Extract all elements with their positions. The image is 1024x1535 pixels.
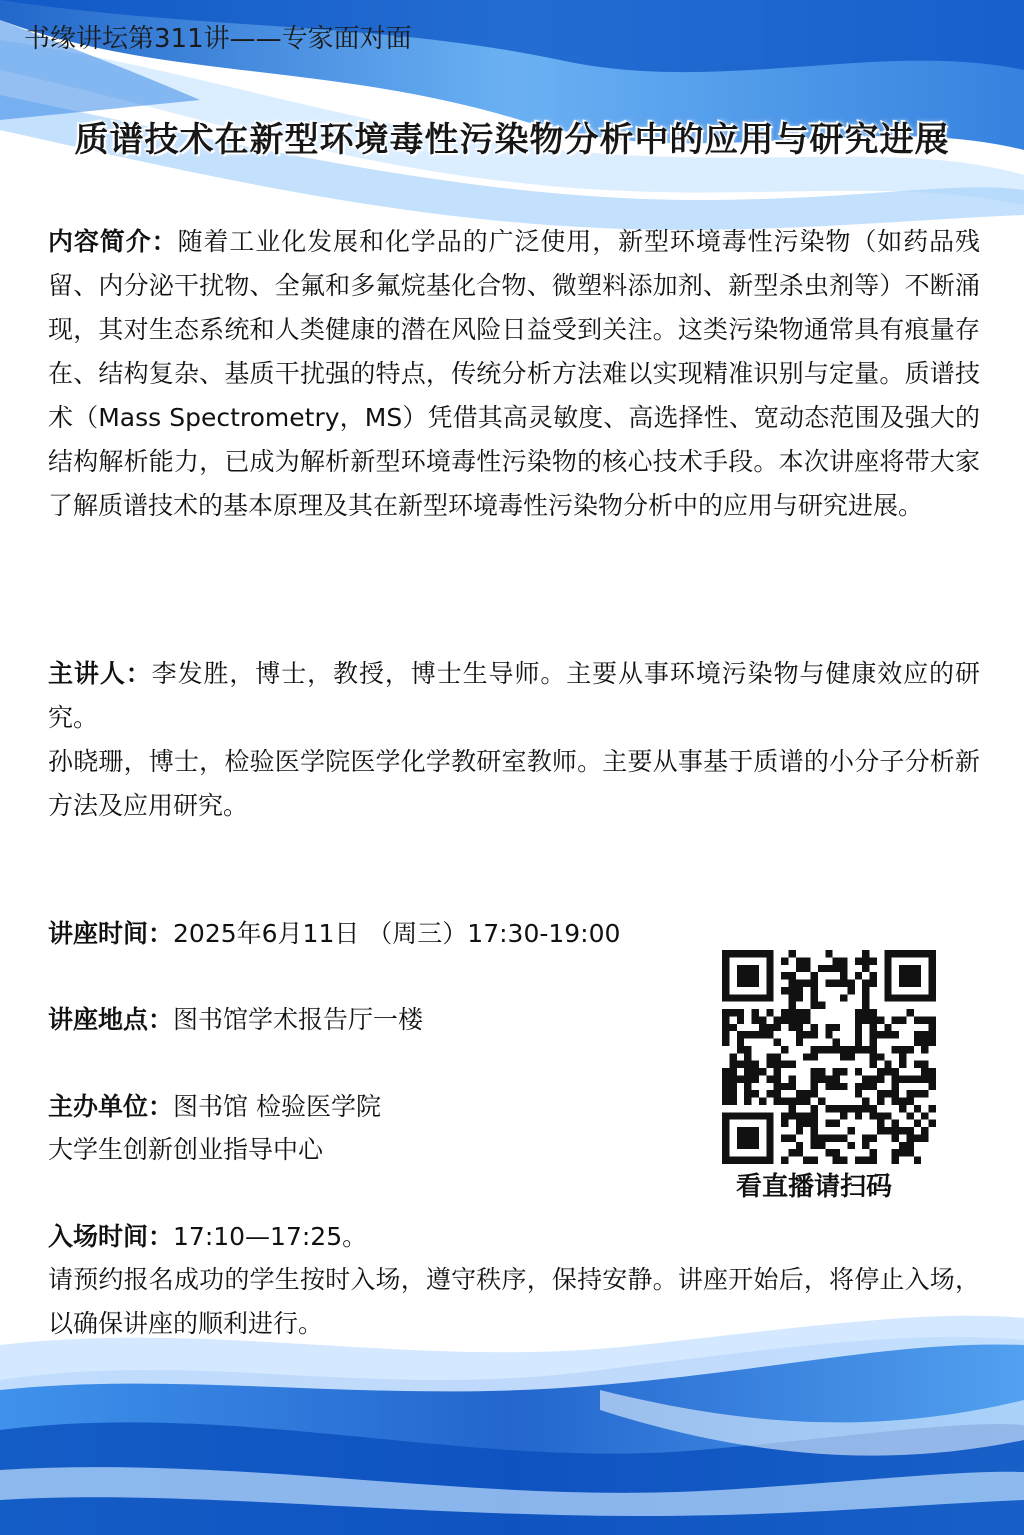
- time-value: 2025年6月11日 （周三）17:30-19:00: [173, 919, 621, 948]
- organizer-line2: 大学生创新创业指导中心: [48, 1135, 324, 1164]
- organizer-label: 主办单位：: [48, 1092, 174, 1121]
- speaker-2-text: 孙晓珊，博士，检验医学院医学化学教研室教师。主要从事基于质谱的小分子分析新方法及应用研究。: [48, 747, 980, 820]
- organizer-line1: 图书馆 检验医学院: [173, 1092, 381, 1121]
- speaker-1-text: 李发胜，博士，教授，博士生导师。主要从事环境污染物与健康效应的研究。: [48, 659, 980, 732]
- qr-caption: 看直播请扫码: [736, 1172, 893, 1202]
- main-title: 质谱技术在新型环境毒性污染物分析中的应用与研究进展: [74, 120, 950, 160]
- entry-time: [48, 1217, 367, 1257]
- entry-notice: 请预约报名成功的学生按时入场，遵守秩序，保持安静。讲座开始后，将停止入场，以确保讲座的顺利进行。: [48, 1265, 980, 1338]
- intro-paragraph: [48, 220, 980, 528]
- speaker-1: [48, 652, 980, 740]
- qr-code[interactable]: [722, 950, 936, 1164]
- lecture-location: [48, 1000, 423, 1040]
- location-value: 图书馆学术报告厅一楼: [173, 1005, 424, 1034]
- organizer: [48, 1087, 381, 1127]
- location-label: 讲座地点：: [48, 1005, 174, 1034]
- speaker-2: [48, 740, 980, 828]
- intro-text: 随着工业化发展和化学品的广泛使用，新型环境毒性污染物（如药品残留、内分泌干扰物、全氟和多氟烷基化合物、微塑料添加剂、新型杀虫剂等）不断涌现，其对生态系统和人类健康的潜在风险日益受到关注。这类污染物通常具有痕量存在、结构复杂、基质干扰强的特点，传统分析方法难以实现精准识别与定量。质谱技术（Mass Spectrometry，MS）凭借其高灵敏度、高选择性、宽动态范围及强大的结构解析能力，已成为解析新型环境毒性污染物的核心技术手段。本次讲座将带大家了解质谱技术的基本原理及其在新型环境毒性污染物分析中的应用与研究进展。: [48, 227, 980, 520]
- time-label: 讲座时间：: [48, 919, 174, 948]
- intro-label: 内容简介：: [48, 227, 178, 256]
- entry-value: 17:10—17:25。: [173, 1222, 368, 1251]
- lecture-time: [48, 914, 620, 954]
- speakers-label: 主讲人：: [48, 659, 152, 688]
- entry-label: 入场时间：: [48, 1222, 174, 1251]
- series-title: 书缘讲坛第311讲——专家面对面: [24, 24, 412, 54]
